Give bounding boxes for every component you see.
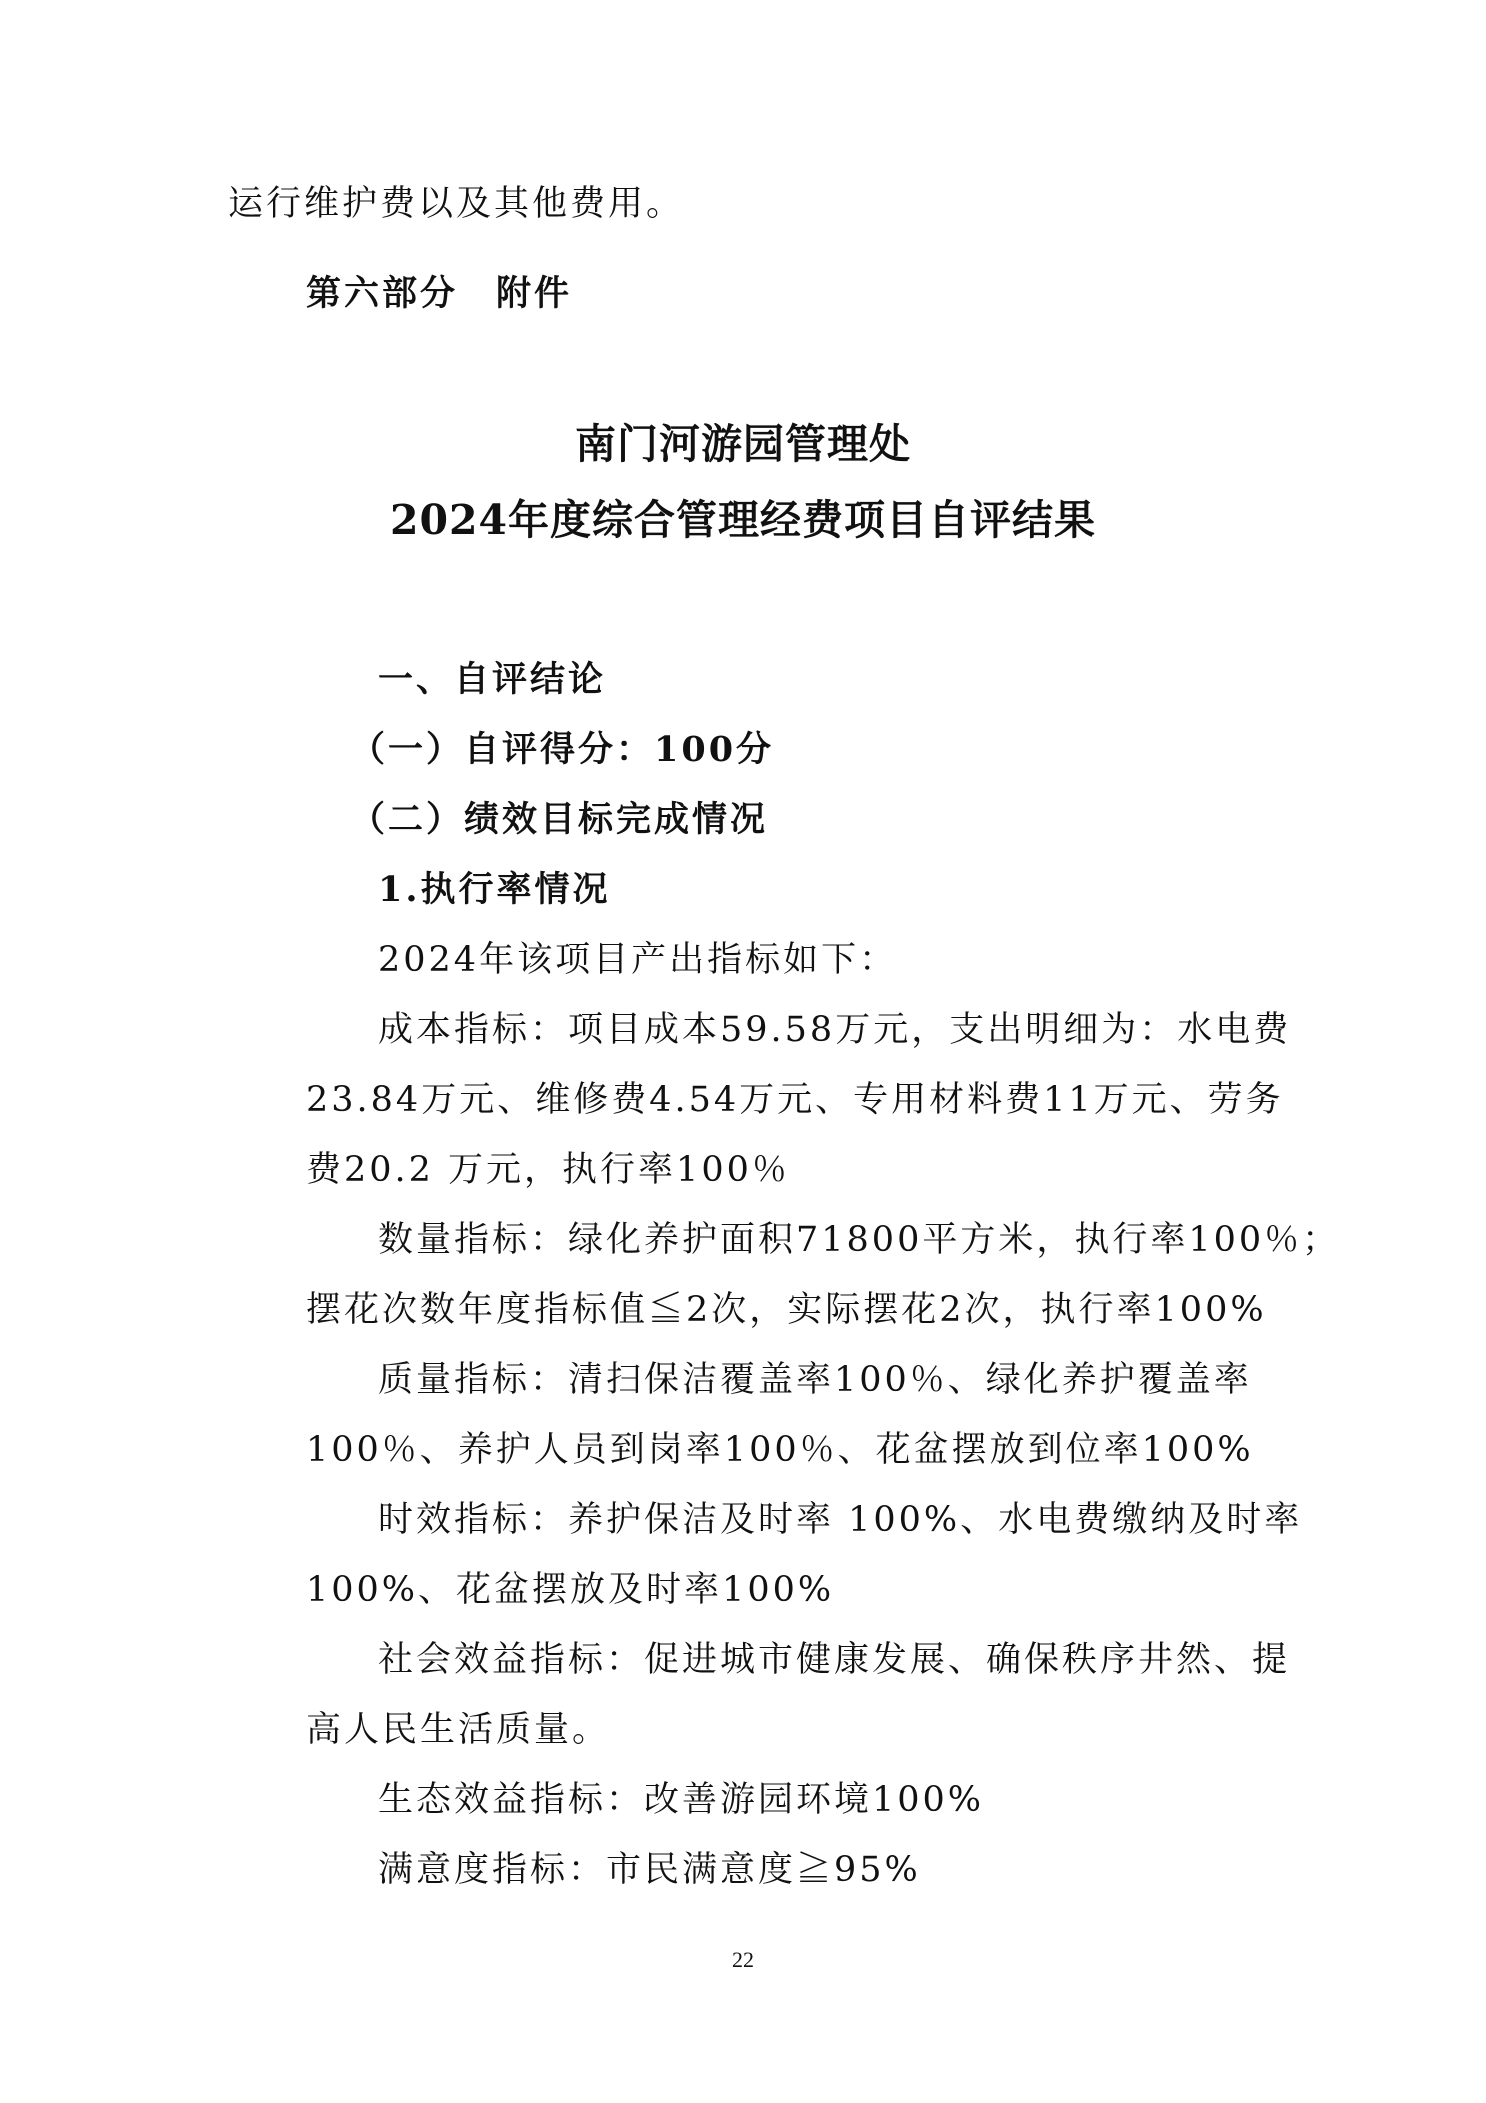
- text-line: 23.84万元、维修费4.54万元、专用材料费11万元、劳务: [306, 1080, 1284, 1120]
- text-line: 成本指标：项目成本59.58万元，支出明细为：水电费: [378, 1010, 1292, 1050]
- text-line: 时效指标：养护保洁及时率 100%、水电费缴纳及时率: [378, 1500, 1303, 1540]
- text-line: 摆花次数年度指标值≦2次，实际摆花2次，执行率100%: [306, 1290, 1267, 1330]
- text-line: 2024年该项目产出指标如下：: [378, 940, 898, 980]
- document-title-line-1: 南门河游园管理处: [575, 420, 911, 468]
- heading-self-evaluation-conclusion: 一、自评结论: [378, 659, 607, 700]
- document-title-line-2: 2024年度综合管理经费项目自评结果: [389, 496, 1097, 544]
- section-heading: 第六部分 附件: [306, 273, 573, 314]
- text-line: 100％、养护人员到岗率100％、花盆摆放到位率100%: [306, 1430, 1254, 1470]
- text-line: 费20.2 万元，执行率100％: [306, 1150, 790, 1190]
- text-line: 运行维护费以及其他费用。: [228, 184, 685, 224]
- text-line: 满意度指标：市民满意度≧95%: [378, 1850, 921, 1890]
- heading-performance-targets: （二）绩效目标完成情况: [350, 799, 769, 840]
- text-line: 社会效益指标：促进城市健康发展、确保秩序井然、提: [378, 1640, 1291, 1680]
- text-line: 数量指标：绿化养护面积71800平方米，执行率100％；: [378, 1220, 1341, 1260]
- heading-execution-rate: 1.执行率情况: [378, 869, 611, 910]
- page-number: 22: [732, 1947, 754, 1972]
- text-line: 100%、花盆摆放及时率100%: [306, 1570, 835, 1610]
- text-line: 高人民生活质量。: [306, 1710, 611, 1750]
- text-line: 质量指标：清扫保洁覆盖率100％、绿化养护覆盖率: [378, 1360, 1252, 1400]
- heading-self-evaluation-score: （一）自评得分：100分: [350, 729, 775, 770]
- text-line: 生态效益指标：改善游园环境100%: [378, 1780, 985, 1820]
